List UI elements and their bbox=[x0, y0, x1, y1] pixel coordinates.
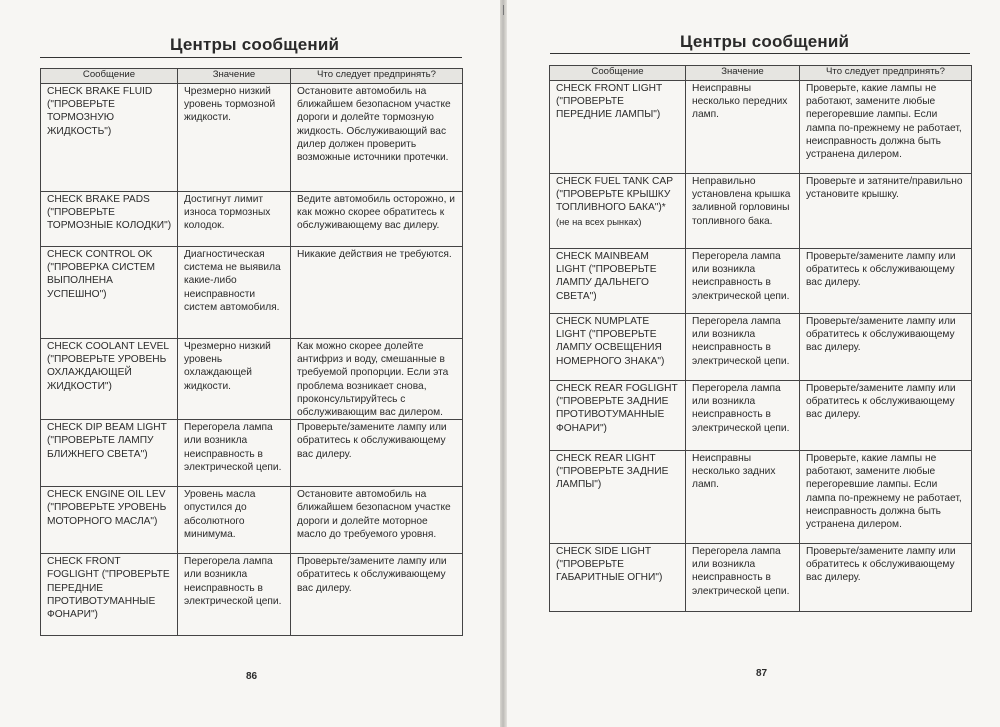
message-cell: CHECK CONTROL OK ("ПРОВЕРКА СИСТЕМ ВЫПОЛНЕНА УСПЕШНО") bbox=[41, 247, 178, 339]
meaning-cell: Перегорела лампа или возникла неисправность в электрической цепи. bbox=[686, 381, 800, 451]
table-row bbox=[550, 381, 972, 451]
message-cell: CHECK FRONT LIGHT ("ПРОВЕРЬТЕ ПЕРЕДНИЕ ЛАМПЫ") bbox=[550, 81, 686, 174]
header-message: Сообщение bbox=[550, 66, 686, 81]
action-cell: Ведите автомобиль осторожно, и как можно скорее обратитесь к обслуживающему вас дилеру. bbox=[291, 192, 463, 247]
right-page-number: 87 bbox=[756, 668, 768, 679]
meaning-cell: Перегорела лампа или возникла неисправность в электрической цепи. bbox=[178, 554, 291, 636]
table-row bbox=[41, 247, 463, 339]
table-row bbox=[41, 339, 463, 420]
header-meaning: Значение bbox=[686, 66, 800, 81]
message-cell: CHECK REAR FOGLIGHT ("ПРОВЕРЬТЕ ЗАДНИЕ ПРОТИВОТУМАННЫЕ ФОНАРИ") bbox=[550, 381, 686, 451]
meaning-cell: Диагностическая система не выявила какие-либо неисправности систем автомобиля. bbox=[178, 247, 291, 339]
left-message-table bbox=[40, 68, 463, 636]
meaning-cell: Неисправны несколько передних ламп. bbox=[686, 81, 800, 174]
header-meaning: Значение bbox=[178, 69, 291, 84]
table-row bbox=[550, 249, 972, 314]
meaning-cell: Неправильно установлена крышка заливной горловины топливного бака. bbox=[686, 174, 800, 249]
table-header-row bbox=[41, 69, 463, 84]
market-note: (не на всех рынках) bbox=[556, 215, 642, 227]
gutter-mark bbox=[503, 5, 504, 15]
action-cell: Проверьте и затяните/правильно установите крышку. bbox=[800, 174, 972, 249]
meaning-cell: Уровень масла опустился до абсолютного минимума. bbox=[178, 487, 291, 554]
table-row bbox=[550, 314, 972, 381]
message-cell: CHECK REAR LIGHT ("ПРОВЕРЬТЕ ЗАДНИЕ ЛАМПЫ") bbox=[550, 451, 686, 544]
table-row bbox=[41, 487, 463, 554]
action-cell: Проверьте, какие лампы не работают, замените любые перегоревшие лампы. Если лампа по-прежнему не работает, неисправность должна быть устранена дилером. bbox=[800, 451, 972, 544]
meaning-cell: Перегорела лампа или возникла неисправность в электрической цепи. bbox=[178, 420, 291, 487]
message-cell: CHECK MAINBEAM LIGHT ("ПРОВЕРЬТЕ ЛАМПУ ДАЛЬНЕГО СВЕТА") bbox=[550, 249, 686, 314]
action-cell: Проверьте/замените лампу или обратитесь к обслуживающему вас дилеру. bbox=[800, 249, 972, 314]
action-cell: Проверьте, какие лампы не работают, замените любые перегоревшие лампы. Если лампа по-прежнему не работает, неисправность должна быть устранена дилером. bbox=[800, 81, 972, 174]
meaning-cell: Перегорела лампа или возникла неисправность в электрической цепи. bbox=[686, 544, 800, 612]
meaning-cell: Чрезмерно низкий уровень тормозной жидкости. bbox=[178, 84, 291, 192]
table-row bbox=[550, 81, 972, 174]
message-cell: CHECK FRONT FOGLIGHT ("ПРОВЕРЬТЕ ПЕРЕДНИЕ ПРОТИВОТУМАННЫЕ ФОНАРИ") bbox=[41, 554, 178, 636]
meaning-cell: Перегорела лампа или возникла неисправность в электрической цепи. bbox=[686, 249, 800, 314]
action-cell: Проверьте/замените лампу или обратитесь к обслуживающему вас дилеру. bbox=[800, 314, 972, 381]
message-cell: CHECK BRAKE FLUID ("ПРОВЕРЬТЕ ТОРМОЗНУЮ ЖИДКОСТЬ") bbox=[41, 84, 178, 192]
meaning-cell: Чрезмерно низкий уровень охлаждающей жидкости. bbox=[178, 339, 291, 420]
left-page-number: 86 bbox=[246, 671, 258, 682]
table-header-row bbox=[550, 66, 972, 81]
table-row bbox=[41, 420, 463, 487]
action-cell: Проверьте/замените лампу или обратитесь к обслуживающему вас дилеру. bbox=[291, 554, 463, 636]
header-action: Что следует предпринять? bbox=[291, 69, 463, 84]
action-cell: Как можно скорее долейте антифриз и воду, смешанные в требуемой пропорции. Если эта проблема возникает снова, проконсультируйтесь с обслуживающим вас дилером. bbox=[291, 339, 463, 420]
table-row bbox=[41, 84, 463, 192]
table-row bbox=[41, 192, 463, 247]
header-action: Что следует предпринять? bbox=[800, 66, 972, 81]
action-cell: Проверьте/замените лампу или обратитесь к обслуживающему вас дилеру. bbox=[291, 420, 463, 487]
table-row bbox=[550, 451, 972, 544]
table-row bbox=[550, 174, 972, 249]
meaning-cell: Перегорела лампа или возникла неисправность в электрической цепи. bbox=[686, 314, 800, 381]
message-cell: CHECK NUMPLATE LIGHT ("ПРОВЕРЬТЕ ЛАМПУ ОСВЕЩЕНИЯ НОМЕРНОГО ЗНАКА") bbox=[550, 314, 686, 381]
message-cell: CHECK SIDE LIGHT ("ПРОВЕРЬТЕ ГАБАРИТНЫЕ ОГНИ") bbox=[550, 544, 686, 612]
action-cell: Остановите автомобиль на ближайшем безопасном участке дороги и долейте моторное масло до требуемого уровня. bbox=[291, 487, 463, 554]
message-cell: CHECK DIP BEAM LIGHT ("ПРОВЕРЬТЕ ЛАМПУ БЛИЖНЕГО СВЕТА") bbox=[41, 420, 178, 487]
message-cell: CHECK BRAKE PADS ("ПРОВЕРЬТЕ ТОРМОЗНЫЕ КОЛОДКИ") bbox=[41, 192, 178, 247]
right-message-table bbox=[549, 65, 972, 612]
book-gutter bbox=[500, 0, 507, 727]
table-row bbox=[41, 554, 463, 636]
left-title-rule bbox=[40, 57, 462, 58]
action-cell: Проверьте/замените лампу или обратитесь к обслуживающему вас дилеру. bbox=[800, 381, 972, 451]
action-cell: Никакие действия не требуются. bbox=[291, 247, 463, 339]
meaning-cell: Достигнут лимит износа тормозных колодок. bbox=[178, 192, 291, 247]
meaning-cell: Неисправны несколько задних ламп. bbox=[686, 451, 800, 544]
message-cell: CHECK ENGINE OIL LEV ("ПРОВЕРЬТЕ УРОВЕНЬ МОТОРНОГО МАСЛА") bbox=[41, 487, 178, 554]
message-cell bbox=[550, 174, 686, 249]
header-message: Сообщение bbox=[41, 69, 178, 84]
table-row bbox=[550, 544, 972, 612]
message-cell: CHECK COOLANT LEVEL ("ПРОВЕРЬТЕ УРОВЕНЬ ОХЛАЖДАЮЩЕЙ ЖИДКОСТИ") bbox=[41, 339, 178, 420]
right-title-rule bbox=[550, 53, 970, 54]
action-cell: Проверьте/замените лампу или обратитесь к обслуживающему вас дилеру. bbox=[800, 544, 972, 612]
left-page-title: Центры сообщений bbox=[170, 35, 340, 54]
right-page-title: Центры сообщений bbox=[680, 32, 850, 51]
message-text: CHECK FUEL TANK CAP ("ПРОВЕРЬТЕ КРЫШКУ ТОПЛИВНОГО БАКА")* bbox=[556, 176, 673, 214]
action-cell: Остановите автомобиль на ближайшем безопасном участке дороги и долейте тормозную жидкость. Обслуживающий вас дилер должен проверить возможные источники протечки. bbox=[291, 84, 463, 192]
